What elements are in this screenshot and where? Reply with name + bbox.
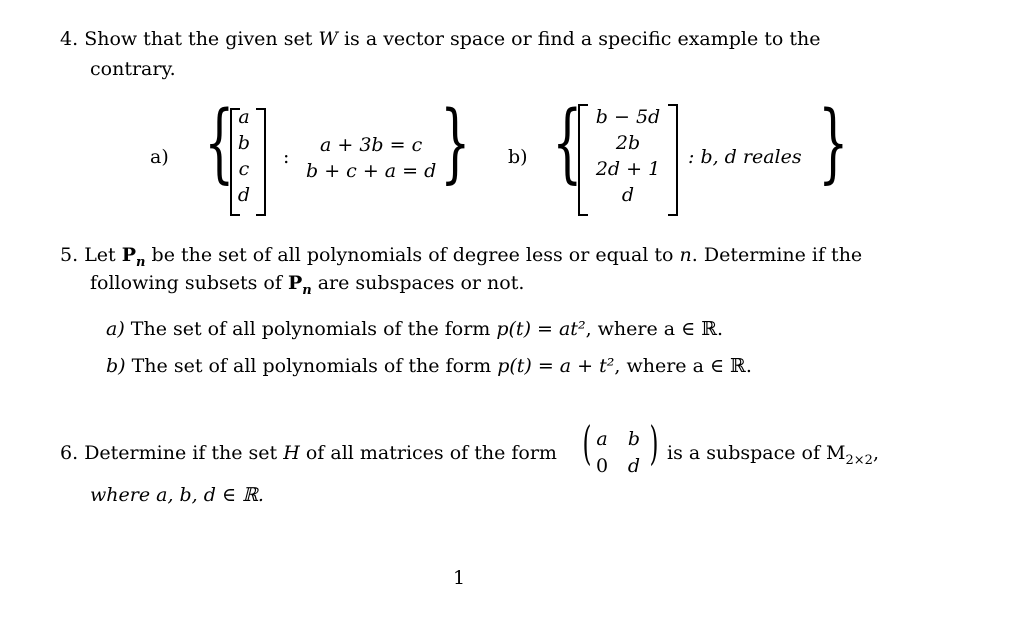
problem-5-line-2: following subsets of $P_n$ are subspaces or not. [90, 272, 525, 298]
part-a-condition-2: b + c + a = d [306, 160, 437, 182]
part-a-right-brace: } [440, 93, 471, 193]
problem-6-number: 6. [60, 442, 79, 464]
part-a-vec-1: b [237, 132, 251, 154]
polynomial-space-symbol: $P_n$ [121, 244, 146, 270]
part-b-vec-3: d [621, 184, 635, 206]
problem-4-line-2: contrary. [90, 58, 176, 80]
part-a-right-bracket [256, 108, 266, 216]
problem-6-line-1-start: 6. Determine if the set H of all matrices of the form [60, 442, 557, 464]
part-b-label: b) [508, 146, 528, 168]
part-a-left-brace: { [204, 93, 235, 193]
part-b-vec-2: 2d + 1 [595, 158, 661, 180]
problem-5-number: 5. [60, 244, 79, 266]
problem-5-item-b: b) The set of all polynomials of the form p(t) = a + t², where a ∈ ℝ. [106, 355, 752, 377]
part-b-left-brace: { [552, 93, 583, 193]
part-a-vec-3: d [237, 184, 251, 206]
part-b-right-brace: } [818, 93, 849, 193]
part-b-right-bracket [668, 104, 678, 216]
problem-5-line-1: 5. Let $P_n$ be the set of all polynomials of degree less or equal to n. Determine if the [60, 244, 863, 270]
problem-4-number: 4. [60, 28, 79, 50]
matrix-cell-1: b [627, 428, 641, 450]
part-a-vec-2: c [238, 158, 250, 180]
problem-6-line-2: where a, b, d ∈ ℝ. [90, 484, 264, 506]
part-b-vec-0: b − 5d [595, 106, 661, 128]
matrix-cell-2: 0 [595, 455, 609, 477]
page-number: 1 [453, 567, 466, 589]
part-b-vec-1: 2b [615, 132, 641, 154]
matrix-right-paren: ) [649, 416, 659, 470]
problem-6-line-1-end: is a subspace of $M_{2\times 2}$, [667, 442, 879, 468]
problem-5-item-a: a) The set of all polynomials of the form p(t) = at², where a ∈ ℝ. [106, 318, 724, 340]
problem-4-line-1: 4. Show that the given set W is a vector space or find a specific example to the [60, 28, 821, 50]
matrix-cell-3: d [627, 455, 641, 477]
part-a-vec-0: a [238, 106, 250, 128]
part-a-colon: : [283, 146, 290, 168]
part-b-left-bracket [578, 104, 588, 216]
part-b-condition: : b, d reales [688, 146, 802, 168]
part-a-condition-1: a + 3b = c [320, 134, 423, 156]
matrix-left-paren: ( [582, 416, 592, 470]
part-a-label: a) [150, 146, 169, 168]
matrix-cell-0: a [596, 428, 608, 450]
